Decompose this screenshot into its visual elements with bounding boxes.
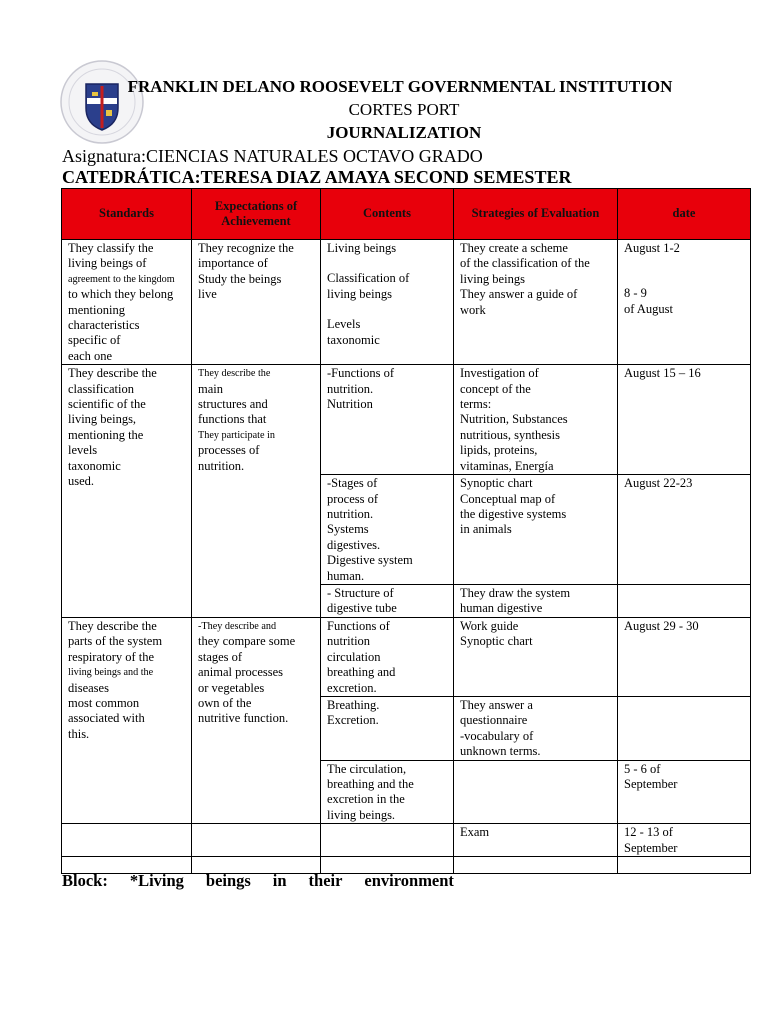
- cell-line: main: [198, 381, 223, 396]
- footer-word: their: [308, 871, 343, 890]
- contents-cell: [321, 365, 454, 475]
- cell-line: September: [624, 777, 678, 791]
- expectations-cell: [192, 365, 321, 618]
- cell-line: 5 - 6 of: [624, 761, 661, 776]
- cell-line: Conceptual map of: [460, 491, 556, 506]
- cell-line: Nutrition: [327, 397, 373, 412]
- date-cell: [618, 696, 751, 760]
- cell-line: unknown terms.: [460, 744, 541, 759]
- cell-line: Classification of: [327, 271, 410, 286]
- strategies-cell: [454, 240, 618, 365]
- header-standards: Standards: [62, 189, 192, 240]
- date-cell: [618, 365, 751, 475]
- cell-line: specific of: [68, 333, 121, 348]
- planning-table: [61, 188, 751, 874]
- cell-line: agreement to the kingdom: [68, 273, 175, 285]
- cell-line: diseases: [68, 680, 109, 695]
- cell-line: stages of: [198, 649, 243, 664]
- cell-line: process of: [327, 491, 379, 506]
- cell-line: nutrition.: [327, 506, 374, 521]
- cell-line: living beings: [460, 271, 525, 286]
- header-contents: Contents: [321, 189, 454, 240]
- cell-line: human digestive: [460, 601, 543, 616]
- cell-line: living beings.: [327, 807, 396, 822]
- strategies-cell: [454, 584, 618, 617]
- cell-line: functions that: [198, 412, 267, 427]
- contents-cell: [321, 617, 454, 696]
- cell-line: own of the: [198, 695, 252, 710]
- footer-word: *Living: [129, 871, 184, 890]
- empty-cell: [618, 857, 751, 874]
- cell-line: of August: [624, 301, 673, 316]
- cell-line: Synoptic chart: [460, 476, 533, 491]
- empty-cell: [62, 824, 192, 857]
- cell-line: August 1-2: [624, 241, 680, 255]
- cell-line: Synoptic chart: [460, 634, 533, 649]
- empty-cell: [454, 857, 618, 874]
- cell-line: used.: [68, 474, 95, 489]
- cell-line: They recognize the: [198, 241, 294, 255]
- empty-cell: [192, 824, 321, 857]
- cell-line: of the classification of the: [460, 256, 590, 271]
- cell-line: they compare some: [198, 634, 296, 649]
- location-line: CORTES PORT: [348, 100, 460, 119]
- cell-line: digestives.: [327, 537, 381, 552]
- cell-line: [624, 271, 744, 286]
- cell-line: They create a scheme: [460, 241, 568, 255]
- cell-line: -Stages of: [327, 476, 378, 491]
- cell-line: living beings,: [68, 412, 137, 427]
- standards-cell: [62, 365, 192, 618]
- cell-line: They answer a: [460, 697, 533, 712]
- cell-line: -Functions of: [327, 366, 395, 381]
- cell-line: importance of: [198, 256, 268, 271]
- cell-line: August 29 - 30: [624, 618, 699, 633]
- contents-cell: [321, 696, 454, 760]
- cell-line: classification: [68, 381, 134, 396]
- cell-line: taxonomic: [327, 332, 380, 347]
- cell-line: excretion.: [327, 680, 377, 695]
- cell-line: August 22-23: [624, 476, 693, 491]
- cell-line: terms:: [460, 397, 492, 412]
- cell-line: respiratory of the: [68, 649, 155, 664]
- cell-line: characteristics: [68, 318, 140, 333]
- cell-line: nutritive function.: [198, 711, 289, 726]
- cell-line: Levels: [327, 317, 361, 332]
- cell-line: living beings of: [68, 256, 147, 271]
- strategies-cell: [454, 760, 618, 824]
- subject-line: Asignatura:CIENCIAS NATURALES OCTAVO GRADO: [62, 146, 483, 166]
- footer-word: beings: [205, 871, 251, 890]
- cell-line: mentioning: [68, 302, 125, 317]
- teacher-line: CATEDRÁTICA:TERESA DIAZ AMAYA SECOND SEMESTER: [62, 167, 572, 187]
- cell-line: They describe the: [68, 366, 157, 381]
- date-cell: [618, 617, 751, 696]
- cell-line: They describe the: [68, 618, 157, 633]
- cell-line: or vegetables: [198, 680, 265, 695]
- cell-line: digestive tube: [327, 601, 397, 616]
- cell-line: excretion in the: [327, 792, 405, 807]
- cell-line: Study the beings: [198, 271, 282, 286]
- cell-line: structures and: [198, 397, 268, 412]
- cell-line: most common: [68, 695, 140, 710]
- cell-line: living beings and the: [68, 667, 154, 679]
- date-cell: [618, 584, 751, 617]
- contents-cell: [321, 475, 454, 585]
- cell-line: They draw the system: [460, 585, 571, 600]
- cell-line: taxonomic: [68, 458, 121, 473]
- cell-line: human.: [327, 568, 365, 583]
- cell-line: processes of: [198, 443, 260, 458]
- expectations-cell: [192, 240, 321, 365]
- cell-line: questionnaire: [460, 713, 528, 728]
- cell-line: circulation: [327, 649, 381, 664]
- cell-line: -They describe and: [198, 620, 277, 632]
- cell-line: Breathing.: [327, 697, 380, 712]
- strategies-cell: [454, 696, 618, 760]
- cell-line: nutrition.: [198, 458, 245, 473]
- strategies-cell: [454, 824, 618, 857]
- cell-line: 12 - 13 of: [624, 825, 673, 840]
- cell-line: They participate in: [198, 429, 275, 441]
- cell-line: They answer a guide of: [460, 287, 578, 302]
- table-row: [62, 617, 751, 696]
- cell-line: Functions of: [327, 618, 390, 633]
- cell-line: live: [198, 287, 217, 302]
- header-strategies: Strategies of Evaluation: [454, 189, 618, 240]
- institution-title: FRANKLIN DELANO ROOSEVELT GOVERNMENTAL INSTITUTION: [127, 77, 673, 96]
- block-footer: [62, 871, 454, 891]
- date-cell: [618, 240, 751, 365]
- header-expectations: Expectations of Achievement: [192, 189, 321, 240]
- cell-line: breathing and the: [327, 777, 414, 791]
- cell-line: September: [624, 840, 678, 855]
- date-cell: [618, 824, 751, 857]
- cell-line: the digestive systems: [460, 506, 567, 521]
- cell-line: -vocabulary of: [460, 728, 534, 743]
- cell-line: The circulation,: [327, 761, 407, 776]
- cell-line: work: [460, 302, 486, 317]
- cell-line: nutrition: [327, 634, 371, 649]
- header-date: date: [618, 189, 751, 240]
- standards-cell: [62, 617, 192, 823]
- cell-line: [327, 256, 447, 271]
- cell-line: Digestive system: [327, 553, 413, 568]
- table-row: [62, 824, 751, 857]
- document-type: JOURNALIZATION: [326, 123, 482, 142]
- cell-line: associated with: [68, 711, 145, 726]
- cell-line: - Structure of: [327, 585, 394, 600]
- cell-line: They describe the: [198, 368, 271, 380]
- cell-line: mentioning the: [68, 427, 144, 442]
- table-row: [62, 240, 751, 365]
- cell-line: breathing and: [327, 665, 396, 680]
- cell-line: [624, 256, 744, 271]
- contents-cell: [321, 760, 454, 824]
- cell-line: nutritious, synthesis: [460, 427, 561, 442]
- cell-line: 8 - 9: [624, 286, 647, 301]
- cell-line: [327, 302, 447, 317]
- footer-word: environment: [364, 871, 454, 890]
- cell-line: nutrition.: [327, 381, 374, 396]
- contents-cell: [321, 240, 454, 365]
- expectations-cell: [192, 617, 321, 823]
- cell-line: levels: [68, 443, 98, 458]
- cell-line: to which they belong: [68, 287, 174, 302]
- empty-cell: [321, 824, 454, 857]
- cell-line: They classify the: [68, 241, 154, 255]
- cell-line: Work guide: [460, 618, 519, 633]
- footer-word: in: [272, 871, 287, 890]
- contents-cell: [321, 584, 454, 617]
- cell-line: Investigation of: [460, 366, 539, 381]
- date-cell: [618, 475, 751, 585]
- table-row: [62, 365, 751, 475]
- cell-line: living beings: [327, 286, 392, 301]
- table-header-row: [62, 189, 751, 240]
- cell-line: scientific of the: [68, 397, 146, 412]
- strategies-cell: [454, 475, 618, 585]
- cell-line: Excretion.: [327, 713, 379, 728]
- cell-line: parts of the system: [68, 634, 163, 649]
- footer-word: Block:: [62, 871, 108, 890]
- date-cell: [618, 760, 751, 824]
- cell-line: August 15 – 16: [624, 366, 701, 381]
- cell-line: in animals: [460, 522, 512, 537]
- standards-cell: [62, 240, 192, 365]
- cell-line: this.: [68, 726, 90, 741]
- cell-line: vitaminas, Energía: [460, 458, 554, 473]
- cell-line: lipids, proteins,: [460, 443, 538, 458]
- cell-line: animal processes: [198, 665, 284, 680]
- cell-line: Systems: [327, 522, 369, 537]
- cell-line: each one: [68, 348, 113, 363]
- cell-line: Living beings: [327, 241, 397, 255]
- strategies-cell: [454, 365, 618, 475]
- cell-line: Exam: [460, 825, 490, 840]
- cell-line: concept of the: [460, 381, 531, 396]
- strategies-cell: [454, 617, 618, 696]
- cell-line: Nutrition, Substances: [460, 412, 568, 427]
